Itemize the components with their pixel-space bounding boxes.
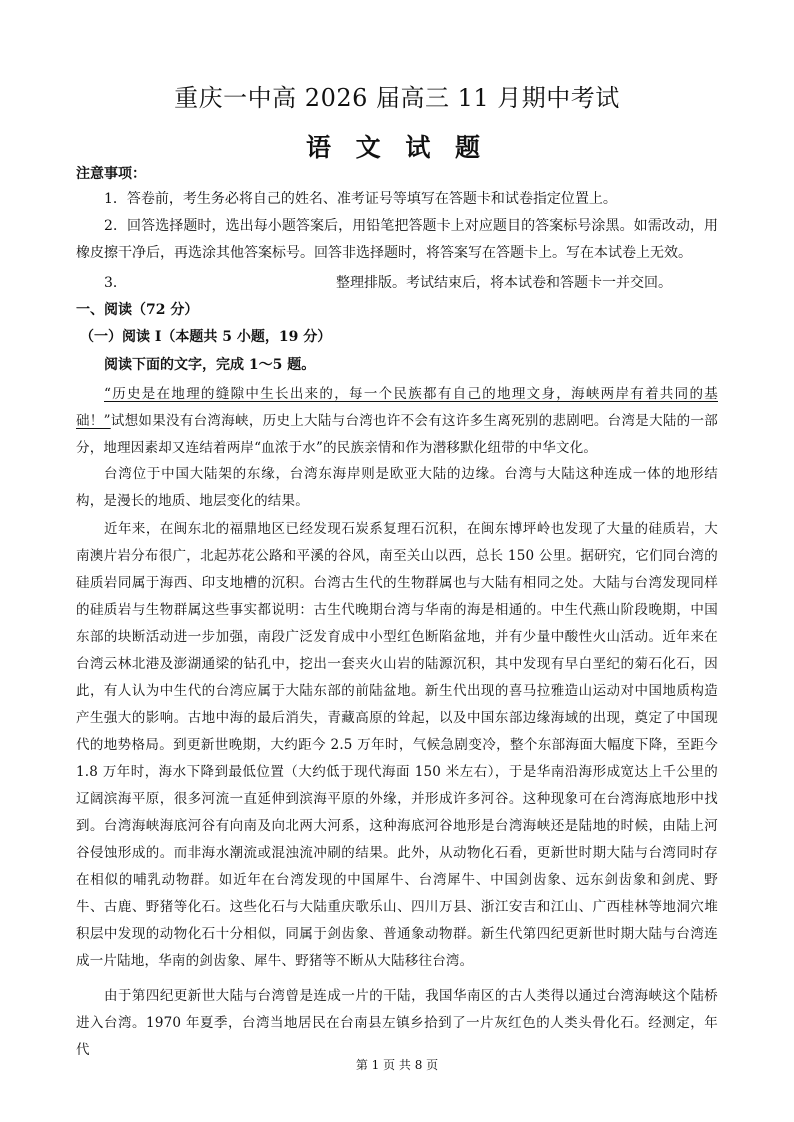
note-item-3-number: 3． (104, 275, 127, 291)
passage-paragraph-2: 台湾位于中国大陆架的东缘，台湾东海岸则是欧亚大陆的边缘。台湾与大陆这种连成一体的地形结构，是漫长的地质、地层变化的结果。 (76, 466, 718, 509)
passage-paragraph-4: 由于第四纪更新世大陆与台湾曾是连成一片的干陆，我国华南区的古人类得以通过台湾海峡这个陆桥进入台湾。1970 年夏季，台湾当地居民在台南县左镇乡拾到了一片灰红色的人类头骨化石。经测定，年代 (76, 988, 718, 1058)
exam-title: 重庆一中高 2026 届高三 11 月期中考试 (174, 84, 620, 112)
paragraph-1-body: 试想如果没有台湾海峡，历史上大陆与台湾也许不会有这许多生离死别的悲剧吧。台湾是大陆的一部分，地理因素却又连结着两岸“血浓于水”的民族亲情和作为潜移默化纽带的中华文化。 (76, 413, 718, 456)
passage-paragraph-1 (76, 381, 718, 462)
opening-quote: “历史是在地理的缝隙中生长出来的，每一个民族都有自己的地理文身，海峡两岸有着共同的基础！” (76, 386, 718, 429)
passage-paragraph-3: 近年来，在闽东北的福鼎地区已经发现石炭系复理石沉积，在闽东博坪岭也发现了大量的硅质岩，大南澳片岩分布很广，北起苏花公路和平溪的谷风，南至关山以西，总长 150 公里。据研究，它们同台湾的硅质岩同属于海西、印支地槽的沉积。台湾古生代的生物群属也与大陆有相同之处。大陆与台湾发现同样的硅质岩与生物群属这些事实都说明：古生代晚期台湾与华南的海是相通的。中生代燕山阶段晚期，中国东部的块断活动进一步加强，南段广泛发育成中小型红色断陷盆地，并有少量中酸性火山活动。近年来在台湾云林北港及澎湖通梁的钻孔中，挖出一套夹火山岩的陆源沉积，其中发现有早白垩纪的菊石化石，因此，有人认为中生代的台湾应属于大陆东部的前陆盆地。新生代出现的喜马拉雅造山运动对中国地质构造产生强大的影响。古地中海的最后消失，青藏高原的耸起，以及中国东部边缘海域的出现，奠定了中国现代的地势格局。到更新世晚期，大约距今 2.5 万年时，气候急剧变冷，整个东部海面大幅度下降，至距今 1.8 万年时，海水下降到最低位置（大约低于现代海面 150 米左右），于是华南沿海形成宽达上千公里的辽阔滨海平原，很多河流一直延伸到滨海平原的外缘，并形成许多河谷。这种现象可在台湾海底地形中找到。台湾海峡海底河谷有向南及向北两大河系，这种海底河谷地形是台湾海峡还是陆地的时候，由陆上河谷侵蚀形成的。而非海水潮流或混浊流冲刷的结果。此外，从动物化石看，更新世时期大陆与台湾同时存在相似的哺乳动物群。如近年在台湾发现的中国犀牛、台湾犀牛、中国剑齿象、远东剑齿象和剑虎、野牛、古鹿、野猪等化石。这些化石与大陆重庆歌乐山、四川万县、浙江安吉和江山、广西桂林等地洞穴堆积层中发现的动物化石十分相似，同属于剑齿象、普通象动物群。新生代第四纪更新世时期大陆与台湾连成一片陆地，华南的剑齿象、犀牛、野猪等不断从大陆移往台湾。 (76, 521, 718, 969)
sub-heading: （一）阅读 I（本题共 5 小题，19 分） (80, 329, 332, 345)
note-item-3-text: 整理排版。考试结束后，将本试卷和答题卡一并交回。 (336, 275, 672, 291)
part-heading: 一、阅读（72 分） (76, 302, 199, 318)
subject-title: 语 文 试 题 (305, 133, 489, 162)
page-number: 第 1 页 共 8 页 (355, 1058, 439, 1072)
instruction: 阅读下面的文字，完成 1～5 题。 (104, 357, 316, 373)
notes-heading: 注意事项： (76, 166, 146, 182)
note-item-1: 1．答卷前，考生务必将自己的姓名、准考证号等填写在答题卡和试卷指定位置上。 (104, 191, 617, 207)
note-item-2: 2．回答选择题时，选出每小题答案后，用铅笔把答题卡上对应题目的答案标号涂黑。如需改动，用橡皮擦干净后，再选涂其他答案标号。回答非选择题时，将答案写在答题卡上。写在本试卷上无效。 (76, 218, 718, 261)
